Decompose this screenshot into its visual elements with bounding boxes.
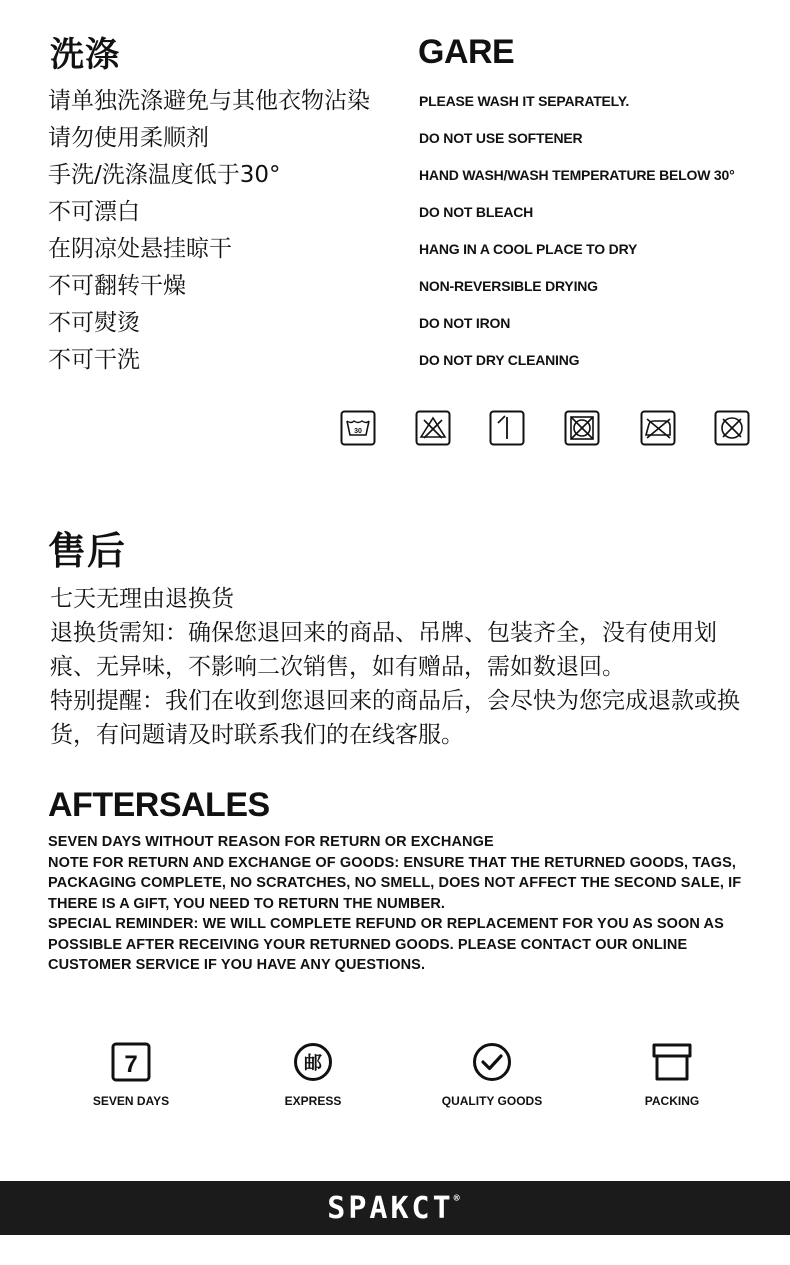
- aftersales-text-en: [48, 832, 748, 976]
- wash-30-icon: [340, 410, 376, 446]
- no-iron-icon: [640, 410, 676, 446]
- no-bleach-icon: [415, 410, 451, 446]
- seven-days-icon: [111, 1042, 151, 1082]
- quality-check-icon: [472, 1042, 512, 1082]
- registered-mark: ®: [453, 1192, 463, 1204]
- care-line-cn: 在阴凉处悬挂晾干: [48, 236, 232, 262]
- care-line-cn: 不可漂白: [48, 199, 140, 225]
- care-line-en: DO NOT IRON: [419, 315, 511, 331]
- service-packing: [592, 1042, 752, 1108]
- care-title-en: GARE: [418, 33, 515, 71]
- care-symbols: [340, 410, 750, 446]
- wash-temperature: 30: [354, 428, 362, 435]
- care-line-en: NON-REVERSIBLE DRYING: [419, 278, 598, 294]
- care-title-cn: 洗涤: [50, 35, 120, 75]
- brand-logo: [327, 1191, 462, 1226]
- care-line-cn: 手洗/洗涤温度低于30°: [48, 162, 281, 188]
- aftersales-paragraph-cn: 七天无理由退换货: [50, 586, 234, 612]
- seven-days-glyph: 7: [124, 1051, 138, 1078]
- express-glyph: 邮: [304, 1053, 322, 1074]
- no-tumble-dry-icon: [564, 410, 600, 446]
- aftersales-paragraph-cn: 退换货需知：确保您退回来的商品、吊牌、包装齐全，没有使用划痕、无异味，不影响二次销售，如有赠品，需如数退回。: [50, 620, 717, 680]
- aftersales-title-cn: 售后: [48, 529, 127, 573]
- care-line-en: DO NOT DRY CLEANING: [419, 352, 580, 368]
- care-line-en: HANG IN A COOL PLACE TO DRY: [419, 241, 638, 257]
- care-line-en: DO NOT USE SOFTENER: [419, 130, 583, 146]
- care-line-en: DO NOT BLEACH: [419, 204, 534, 220]
- service-quality-goods: [412, 1042, 572, 1108]
- aftersales-paragraph-cn: 特别提醒：我们在收到您退回来的商品后，会尽快为您完成退款或换货，有问题请及时联系我们的在线客服。: [50, 688, 740, 748]
- aftersales-paragraph-en: NOTE FOR RETURN AND EXCHANGE OF GOODS: ENSURE THAT THE RETURNED GOODS, TAGS, PACKAGING COMPLETE, NO SCRATCHES, NO SMELL, DOES NOT AFFECT THE SECOND SALE, IF THERE IS A GIFT, YOU NEED TO RETURN THE NUMBER.: [48, 854, 742, 912]
- footer-bar: [0, 1181, 790, 1235]
- aftersales-title-en: AFTERSALES: [48, 786, 270, 824]
- no-dry-clean-icon: [714, 410, 750, 446]
- service-seven-days: [51, 1042, 211, 1108]
- brand-name: SPAKCT: [327, 1190, 454, 1226]
- care-line-cn: 不可熨烫: [48, 310, 140, 336]
- service-express: [233, 1042, 393, 1108]
- line-dry-icon: [489, 410, 525, 446]
- care-line-cn: 请单独洗涤避免与其他衣物沾染: [48, 88, 370, 114]
- aftersales-text-cn: [50, 582, 750, 752]
- care-line-cn: 不可干洗: [48, 347, 140, 373]
- care-instructions-cn: [48, 83, 370, 379]
- care-line-cn: 请勿使用柔顺剂: [48, 125, 209, 151]
- care-line-cn: 不可翻转干燥: [48, 273, 186, 299]
- care-line-en: PLEASE WASH IT SEPARATELY.: [419, 93, 630, 109]
- service-label: PACKING: [644, 1094, 700, 1108]
- care-instructions-en: [419, 83, 734, 379]
- service-label: EXPRESS: [284, 1094, 342, 1108]
- service-label: QUALITY GOODS: [441, 1094, 543, 1108]
- aftersales-paragraph-en: SEVEN DAYS WITHOUT REASON FOR RETURN OR EXCHANGE: [48, 834, 494, 850]
- box-icon: [649, 1042, 695, 1082]
- express-icon: [293, 1042, 333, 1082]
- aftersales-paragraph-en: SPECIAL REMINDER: WE WILL COMPLETE REFUND OR REPLACEMENT FOR YOU AS SOON AS POSSIBLE AFTER RECEIVING YOUR RETURNED GOODS. PLEASE CONTACT OUR ONLINE CUSTOMER SERVICE IF YOU HAVE ANY QUESTIONS.: [48, 916, 724, 973]
- service-label: SEVEN DAYS: [92, 1094, 170, 1108]
- care-line-en: HAND WASH/WASH TEMPERATURE BELOW 30°: [419, 167, 735, 183]
